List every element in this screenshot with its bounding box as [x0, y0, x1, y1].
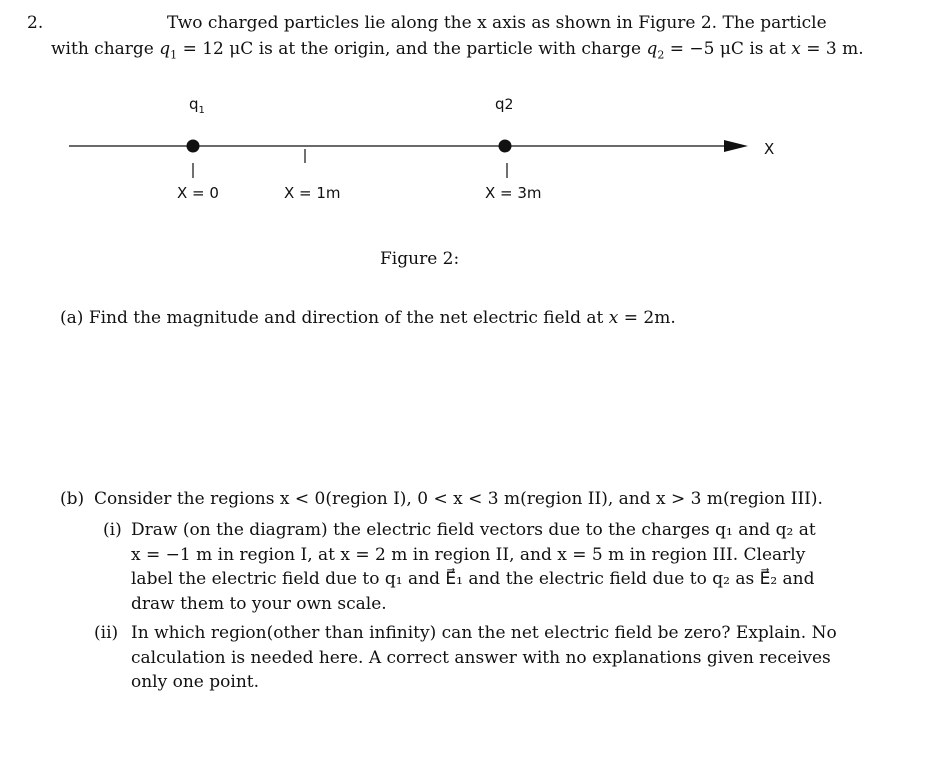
part-b-i-body	[131, 518, 845, 616]
q2-subscript: 2	[657, 48, 665, 62]
axis-arrowhead-icon	[724, 140, 748, 152]
part-b-text: Consider the regions x < 0(region I), 0 < x < 3 m(region II), and x > 3 m(region III).	[94, 489, 823, 509]
charge-q1-dot	[187, 140, 200, 153]
figure-q2-label	[495, 95, 513, 113]
part-a-text: Find the magnitude and direction of the net electric field at	[88, 308, 604, 328]
part-b-i-line1: Draw (on the diagram) the electric field vectors due to the charges q₁ and q₂ at	[131, 520, 816, 540]
part-b-ii-line1: In which region(other than infinity) can the net electric field be zero? Explain. No	[131, 623, 837, 643]
figure-tick-label-x1: X = 1m	[284, 184, 341, 202]
part-a-label: (a)	[60, 308, 84, 328]
problem-intro-line1: Two charged particles lie along the x axis as shown in Figure 2. The particle	[167, 13, 827, 33]
x-variable: x	[791, 39, 801, 59]
x-value: = 3 m.	[806, 39, 864, 59]
figure-axis-label: X	[764, 140, 775, 158]
figure-q1-sub: 1	[198, 105, 205, 116]
q1-symbol: q	[159, 39, 171, 59]
figure-q2-sub: 2	[504, 97, 514, 113]
part-b-label: (b)	[60, 489, 85, 509]
part-a-value: = 2m.	[623, 308, 676, 328]
figure-caption: Figure 2:	[380, 249, 460, 269]
part-b-ii-line3: only one point.	[131, 672, 260, 693]
q2-symbol: q	[646, 39, 658, 59]
problem-number: 2.	[27, 13, 44, 33]
part-b-ii-label: (ii)	[94, 623, 119, 643]
q2-value: = −5 μC is at	[669, 39, 786, 59]
part-b-i-line2: x = −1 m in region I, at x = 2 m in region II, and x = 5 m in region III. Clearly	[131, 544, 806, 565]
figure-tick-label-x0: X = 0	[177, 184, 219, 202]
q1-value: = 12 μC is at the origin, and the particle with charge	[182, 39, 642, 59]
part-b-ii-body	[131, 621, 845, 695]
figure-q1-label	[189, 95, 205, 116]
figure-q1-letter: q	[189, 95, 199, 113]
part-b-i-line4: draw them to your own scale.	[131, 593, 387, 614]
charge-q2-dot	[499, 140, 512, 153]
part-a-question	[60, 306, 676, 330]
figure-2-diagram	[0, 0, 937, 240]
figure-tick-label-x3: X = 3m	[485, 184, 542, 202]
part-b-ii-line2: calculation is needed here. A correct answer with no explanations given receives	[131, 647, 831, 668]
part-a-variable: x	[608, 308, 619, 328]
figure-q2-letter: q	[495, 95, 505, 113]
part-b-i-line3: label the electric field due to q₁ and E⃗₁ and the electric field due to q₂ as E⃗₂ and	[131, 569, 815, 590]
part-b-i-label: (i)	[103, 520, 122, 540]
intro-with-charge: with charge	[51, 39, 154, 59]
q1-subscript: 1	[170, 48, 178, 62]
